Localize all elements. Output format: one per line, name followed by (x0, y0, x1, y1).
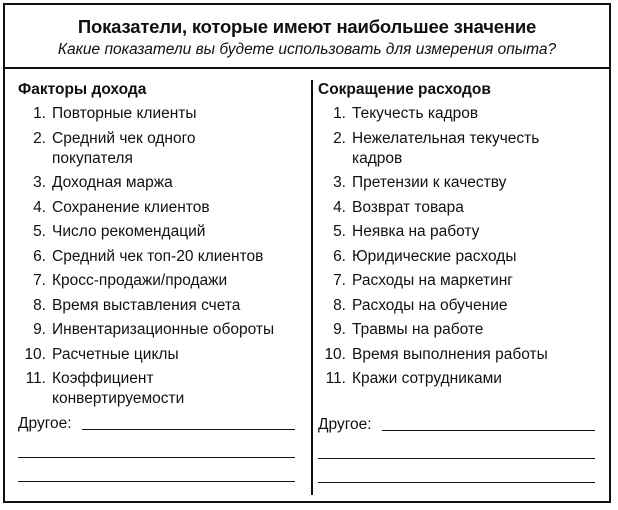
list-item (318, 369, 603, 389)
header-divider (5, 67, 609, 69)
list-item (318, 129, 603, 169)
item-number: 4. (33, 198, 46, 216)
item-number: 5. (333, 223, 346, 240)
item-number: 1. (33, 105, 46, 122)
item-number: 11. (325, 370, 346, 387)
list-item (318, 320, 603, 340)
list-item (18, 345, 303, 365)
other-input-line[interactable] (82, 429, 295, 430)
metrics-card (3, 3, 611, 503)
item-number: 9. (33, 321, 46, 338)
item-number: 3. (33, 174, 46, 191)
item-text: Число рекомендаций (52, 223, 206, 240)
page-title: Показатели, которые имеют наибольшее значение (77, 16, 537, 37)
list-item (18, 222, 303, 242)
item-text: Травмы на работе (352, 321, 484, 338)
item-text: Расходы на обучение (352, 296, 508, 314)
item-text: Нежелательная текучесть кадров (352, 129, 540, 167)
item-text: Кросс-продажи/продажи (52, 272, 228, 289)
blank-underline (318, 482, 595, 483)
other-label: Другое: (18, 414, 72, 432)
list-item (318, 104, 603, 124)
cost-reduction-list (318, 104, 603, 389)
item-number: 2. (333, 129, 346, 147)
item-number: 6. (333, 247, 346, 265)
item-text: Сохранение клиентов (52, 198, 210, 216)
list-item (318, 222, 603, 242)
item-text: Время выполнения работы (352, 345, 548, 363)
item-number: 10. (24, 345, 46, 363)
blank-line[interactable] (18, 458, 303, 482)
list-item (318, 271, 603, 291)
item-text: Претензии к качеству (352, 174, 507, 191)
list-item (18, 369, 303, 409)
item-text: Повторные клиенты (52, 105, 197, 122)
item-text: Текучесть кадров (352, 105, 479, 122)
other-label: Другое: (318, 416, 372, 433)
list-item (18, 104, 303, 124)
revenue-factors-heading: Факторы дохода (18, 81, 147, 98)
other-input-line[interactable] (382, 430, 595, 431)
list-item (18, 320, 303, 340)
item-number: 6. (33, 247, 46, 265)
item-text: Возврат товара (352, 198, 464, 216)
list-item (318, 198, 603, 218)
blank-underline (18, 481, 295, 482)
item-text: Коэффициент конвертируемости (52, 370, 185, 407)
item-text: Средний чек одного покупателя (52, 129, 196, 167)
item-text: Юридические расходы (352, 247, 517, 265)
item-number: 7. (33, 272, 46, 289)
blank-line[interactable] (318, 435, 603, 459)
item-number: 1. (333, 105, 346, 122)
item-number: 3. (333, 174, 346, 191)
blank-line[interactable] (18, 434, 303, 458)
item-text: Неявка на работу (352, 223, 480, 240)
list-item (318, 173, 603, 193)
cost-reduction-column (318, 80, 603, 483)
list-item (318, 247, 603, 267)
item-text: Расходы на маркетинг (352, 272, 513, 289)
item-number: 8. (333, 296, 346, 314)
other-field (18, 414, 303, 434)
page-subtitle: Какие показатели вы будете использовать для измерения опыта? (57, 41, 557, 58)
item-text: Расчетные циклы (52, 345, 179, 363)
revenue-factors-list (18, 104, 303, 409)
item-number: 11. (25, 370, 46, 387)
list-item (18, 271, 303, 291)
item-number: 7. (333, 272, 346, 289)
list-item (18, 198, 303, 218)
item-text: Время выставления счета (52, 296, 241, 314)
item-number: 9. (333, 321, 346, 338)
list-item (318, 296, 603, 316)
column-divider (311, 80, 313, 495)
item-text: Кражи сотрудниками (352, 370, 502, 387)
list-item (18, 173, 303, 193)
list-item (318, 345, 603, 365)
item-text: Доходная маржа (52, 174, 173, 191)
other-field (318, 415, 603, 435)
item-number: 4. (333, 198, 346, 216)
revenue-factors-column (18, 80, 303, 482)
list-item (18, 296, 303, 316)
cost-reduction-heading: Сокращение расходов (318, 81, 491, 98)
item-number: 5. (33, 223, 46, 240)
item-text: Инвентаризационные обороты (52, 321, 275, 338)
item-number: 8. (33, 296, 46, 314)
item-number: 10. (324, 345, 346, 363)
blank-line[interactable] (318, 459, 603, 483)
list-item (18, 129, 303, 169)
item-text: Средний чек топ-20 клиентов (52, 247, 264, 265)
list-item (18, 247, 303, 267)
item-number: 2. (33, 129, 46, 147)
